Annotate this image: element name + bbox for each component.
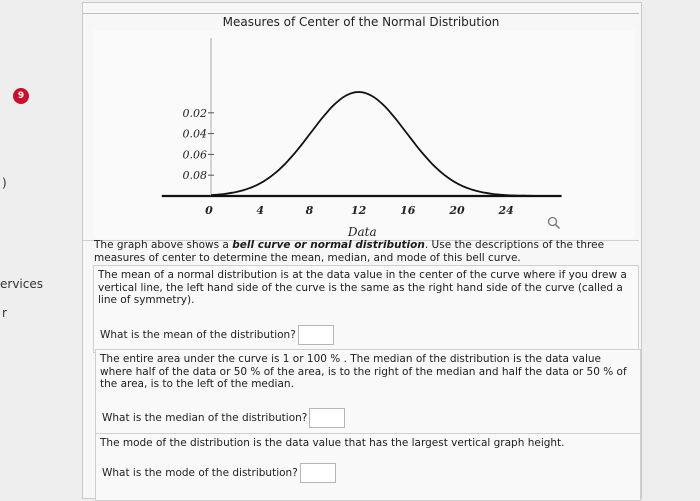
y-tick-label: 0.08	[183, 169, 208, 182]
sidebar-link-services[interactable]: ervices	[0, 277, 43, 291]
x-tick-label: 20	[448, 204, 465, 217]
x-tick-label: 24	[498, 204, 514, 217]
y-tick-label: 0.04	[183, 128, 208, 141]
y-tick-label: 0.06	[183, 148, 208, 161]
bell-curve-line	[211, 92, 555, 196]
x-axis-label: Data	[347, 225, 377, 238]
step-badge: 9	[13, 88, 29, 104]
median-description: The entire area under the curve is 1 or 100 % . The median of the distribution is the data value where half of the data or 50 % of the area, is to the right of the median and half the data or 50 % of the area, is to the left of the median.	[100, 353, 636, 391]
search-icon[interactable]	[547, 216, 561, 230]
mean-question: What is the mean of the distribution?	[100, 329, 296, 341]
median-question-row	[102, 408, 345, 428]
intro-text: The graph above shows a bell curve or normal distribution. Use the descriptions of the three measures of center to determine the mean, median, and mode of this bell curve.	[94, 239, 634, 264]
x-tick-label: 16	[400, 204, 416, 217]
median-input[interactable]	[309, 408, 345, 428]
graph-container	[83, 13, 639, 241]
x-tick-label: 12	[351, 204, 367, 217]
x-tick-label: 0	[205, 204, 213, 217]
normal-distribution-chart	[93, 30, 635, 238]
question-panel	[82, 2, 642, 499]
sidebar-fragment: r	[2, 306, 7, 320]
sidebar-fragment: )	[2, 176, 7, 190]
mode-question-row	[102, 463, 336, 483]
median-question: What is the median of the distribution?	[102, 412, 307, 424]
mean-description: The mean of a normal distribution is at the data value in the center of the curve where if you drew a vertical line, the left hand side of the curve is the same as the right hand side of the curve (called a line of symmetry).	[98, 269, 634, 307]
mean-input[interactable]	[298, 325, 334, 345]
plot-area	[93, 30, 635, 238]
x-tick-label: 4	[256, 204, 264, 217]
mode-description: The mode of the distribution is the data value that has the largest vertical graph height.	[100, 437, 636, 450]
graph-title: Measures of Center of the Normal Distribution	[83, 15, 639, 29]
mean-question-row	[100, 325, 334, 345]
y-tick-label: 0.02	[183, 107, 208, 120]
mode-question: What is the mode of the distribution?	[102, 467, 298, 479]
x-tick-label: 8	[306, 204, 314, 217]
mode-input[interactable]	[300, 463, 336, 483]
